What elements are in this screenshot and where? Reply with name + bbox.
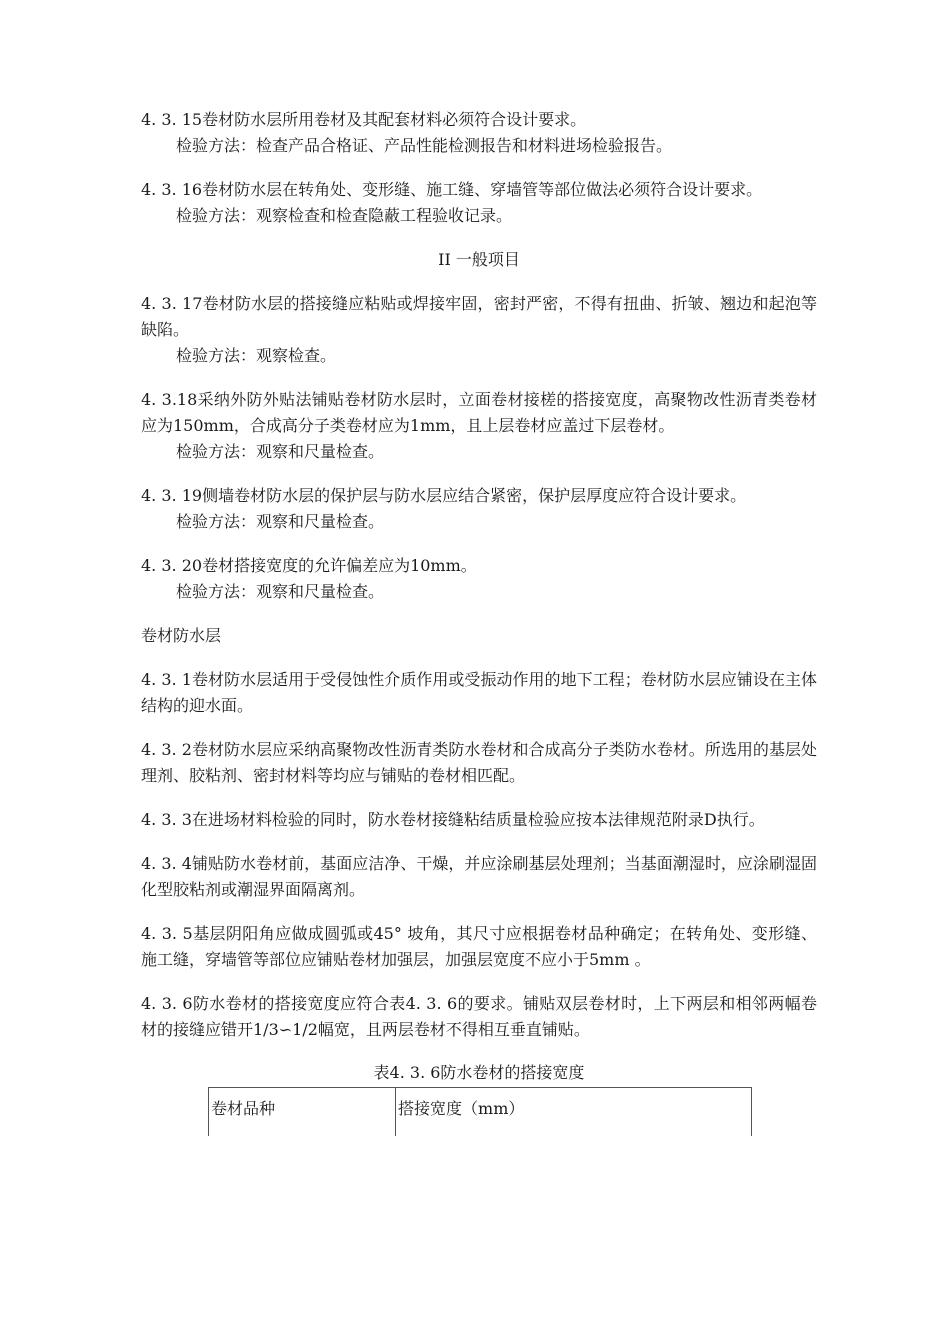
clause-4-3-18-method: 检验方法：观察和尺量检查。 <box>176 442 385 461</box>
clause-4-3-5: 4. 3. 5基层阴阳角应做成圆弧或45° 坡角，其尺寸应根据卷材品种确定；在转角处、变形缝、施工缝，穿墙管等部位应铺贴卷材加强层，加强层宽度不应小于5mm 。 <box>141 924 817 969</box>
clause-4-3-4: 4. 3. 4铺贴防水卷材前，基面应洁净、干燥，并应涂刷基层处理剂；当基面潮湿时，应涂刷湿固化型胶粘剂或潮湿界面隔离剂。 <box>141 854 817 899</box>
clause-4-3-16-method: 检验方法：观察检查和检查隐蔽工程验收记录。 <box>176 206 513 225</box>
table-header-lap-width: 搭接宽度（mm） <box>396 1088 752 1137</box>
clause-4-3-20: 4. 3. 20卷材搭接宽度的允许偏差应为10mm。 <box>141 556 477 575</box>
clause-4-3-15-method: 检验方法：检查产品合格证、产品性能检测报告和材料进场检验报告。 <box>176 136 673 155</box>
clause-4-3-6: 4. 3. 6防水卷材的搭接宽度应符合表4. 3. 6的要求。铺贴双层卷材时，上下两层和相邻两幅卷材的接缝应错开1/3∽1/2幅宽，且两层卷材不得相互垂直铺贴。 <box>141 994 817 1039</box>
lap-width-table <box>208 1087 752 1136</box>
clause-4-3-19: 4. 3. 19侧墙卷材防水层的保护层与防水层应结合紧密，保护层厚度应符合设计要求。 <box>141 486 747 505</box>
document-page <box>141 107 817 1136</box>
clause-4-3-1: 4. 3. 1卷材防水层适用于受侵蚀性介质作用或受振动作用的地下工程；卷材防水层应铺设在主体结构的迎水面。 <box>141 670 817 715</box>
clause-4-3-18: 4. 3.18采纳外防外贴法铺贴卷材防水层时，立面卷材接槎的搭接宽度，高聚物改性沥青类卷材应为150mm，合成高分子类卷材应为1mm，且上层卷材应盖过下层卷材。 <box>141 390 817 435</box>
section-general-items: II 一般项目 <box>438 250 520 269</box>
heading-membrane-layer: 卷材防水层 <box>141 626 222 645</box>
clause-4-3-2: 4. 3. 2卷材防水层应采纳高聚物改性沥青类防水卷材和合成高分子类防水卷材。所选用的基层处理剂、胶粘剂、密封材料等均应与铺贴的卷材相匹配。 <box>141 740 817 785</box>
clause-4-3-17-method: 检验方法：观察检查。 <box>176 346 337 365</box>
clause-4-3-15: 4. 3. 15卷材防水层所用卷材及其配套材料必须符合设计要求。 <box>141 110 587 129</box>
table-header-material: 卷材品种 <box>209 1088 396 1137</box>
table-caption: 表4. 3. 6防水卷材的搭接宽度 <box>373 1063 585 1082</box>
clause-4-3-20-method: 检验方法：观察和尺量检查。 <box>176 582 385 601</box>
table-header-row <box>209 1088 752 1137</box>
clause-4-3-3: 4. 3. 3在进场材料检验的同时，防水卷材接缝粘结质量检验应按本法律规范附录D执行。 <box>141 810 765 829</box>
clause-4-3-17: 4. 3. 17卷材防水层的搭接缝应粘贴或焊接牢固，密封严密，不得有扭曲、折皱、翘边和起泡等缺陷。 <box>141 294 817 339</box>
clause-4-3-16: 4. 3. 16卷材防水层在转角处、变形缝、施工缝、穿墙管等部位做法必须符合设计要求。 <box>141 180 763 199</box>
clause-4-3-19-method: 检验方法：观察和尺量检查。 <box>176 512 385 531</box>
